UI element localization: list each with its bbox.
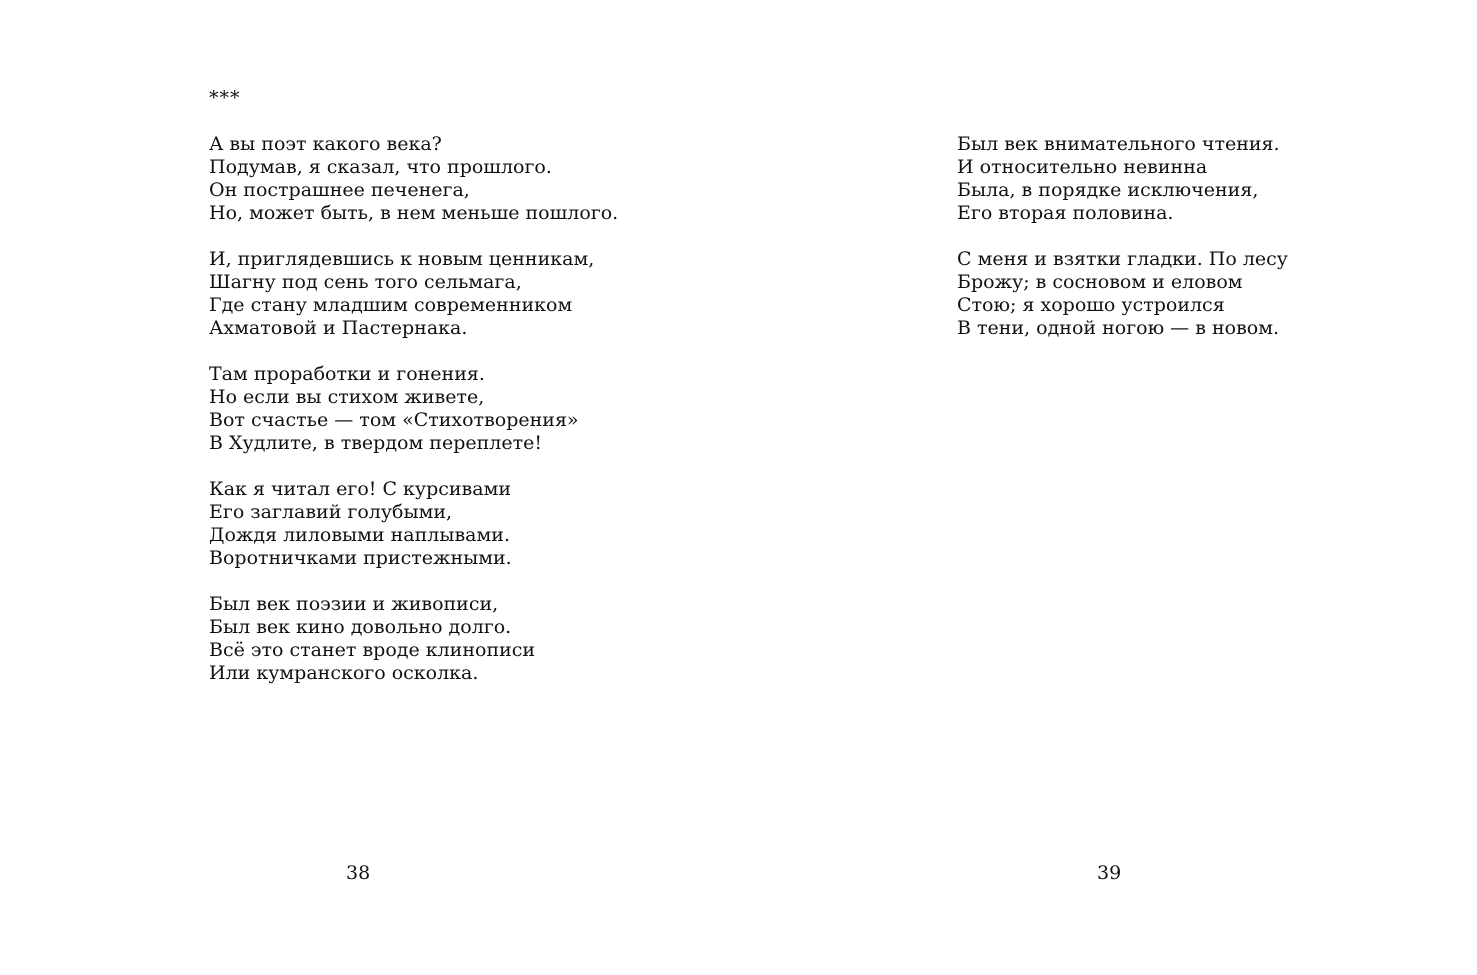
verse-line: Дождя лиловыми наплывами. — [209, 524, 510, 546]
verse-line: Как я читал его! С курсивами — [209, 478, 512, 500]
page-number-right: 39 — [1097, 862, 1122, 884]
verse-line: Всё это станет вроде клинописи — [209, 639, 536, 661]
verse-line: Там проработки и гонения. — [209, 363, 485, 385]
stanza — [209, 248, 618, 340]
left-page — [0, 0, 738, 975]
verse-line: Но если вы стихом живете, — [209, 386, 485, 408]
verse-line: Но, может быть, в нем меньше пошлого. — [209, 202, 619, 224]
verse-line: Был век поэзии и живописи, — [209, 593, 499, 615]
stanza — [209, 133, 618, 225]
verse-line: И относительно невинна — [957, 156, 1208, 178]
verse-line: Шагну под сень того сельмага, — [209, 271, 522, 293]
stanza — [209, 478, 618, 570]
verse-line: Брожу; в сосновом и еловом — [957, 271, 1243, 293]
verse-line: Была, в порядке исключения, — [957, 179, 1259, 201]
verse-line: Был век кино довольно долго. — [209, 616, 512, 638]
verse-line: Он пострашнее печенега, — [209, 179, 470, 201]
poem-text-right — [957, 133, 1288, 363]
verse-line: Его вторая половина. — [957, 202, 1174, 224]
verse-line: Где стану младшим современником — [209, 294, 573, 316]
stanza — [957, 248, 1288, 340]
verse-line: Был век внимательного чтения. — [957, 133, 1280, 155]
page-number-left: 38 — [346, 862, 371, 884]
verse-line: В тени, одной ногою — в новом. — [957, 317, 1280, 339]
verse-line: Вот счастье — том «Стихотворения» — [209, 409, 579, 431]
poem-text-left — [209, 133, 618, 708]
verse-line: Ахматовой и Пастернака. — [209, 317, 468, 339]
verse-line: Подумав, я сказал, что прошлого. — [209, 156, 552, 178]
right-page — [738, 0, 1477, 975]
stanza — [209, 593, 618, 685]
verse-line: И, приглядевшись к новым ценникам, — [209, 248, 595, 270]
section-ornament: *** — [209, 87, 241, 109]
verse-line: Или кумранского осколка. — [209, 662, 479, 684]
verse-line: Стою; я хорошо устроился — [957, 294, 1225, 316]
verse-line: Его заглавий голубыми, — [209, 501, 453, 523]
verse-line: Воротничками пристежными. — [209, 547, 512, 569]
verse-line: С меня и взятки гладки. По лесу — [957, 248, 1288, 270]
stanza — [957, 133, 1288, 225]
verse-line: В Худлите, в твердом переплете! — [209, 432, 542, 454]
stanza — [209, 363, 618, 455]
verse-line: А вы поэт какого века? — [209, 133, 442, 155]
